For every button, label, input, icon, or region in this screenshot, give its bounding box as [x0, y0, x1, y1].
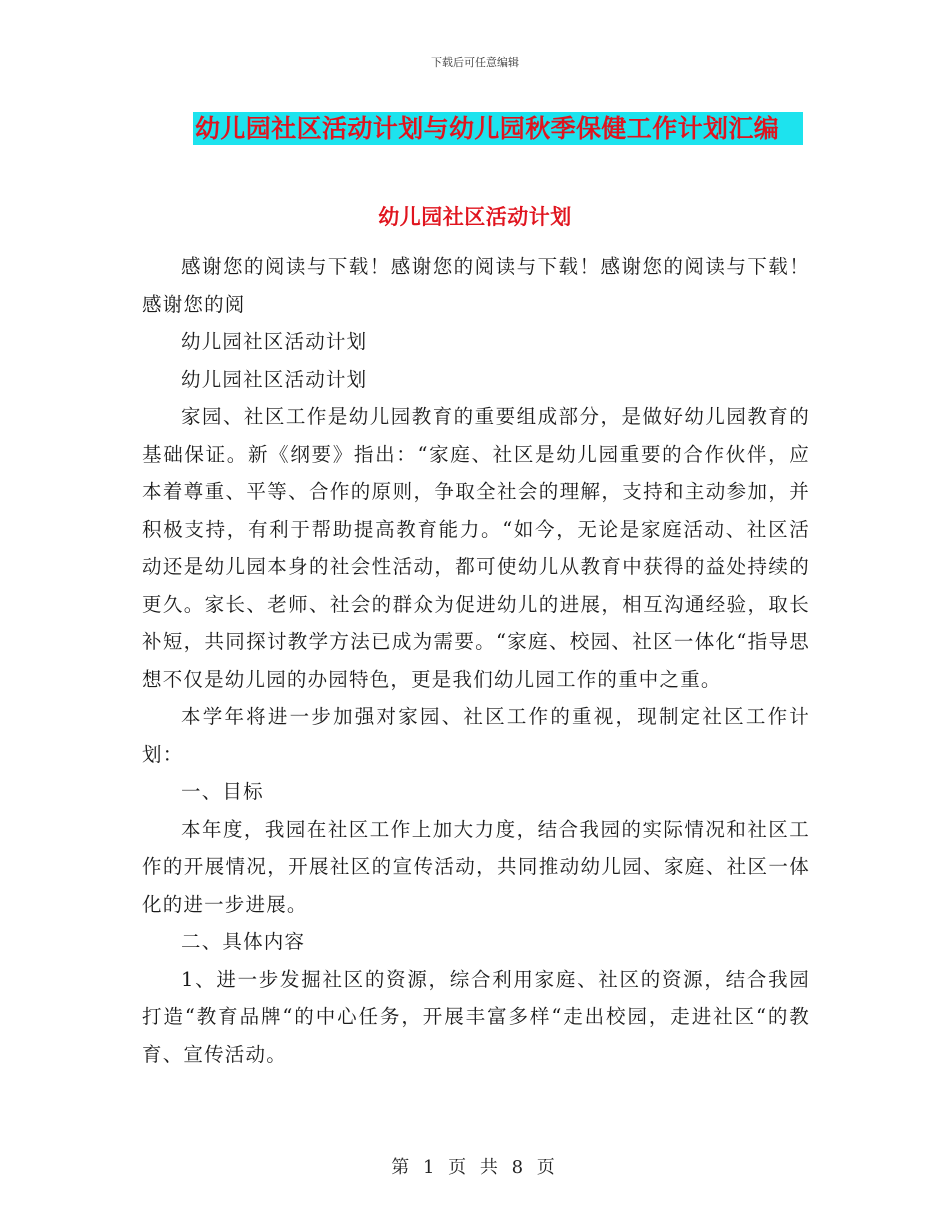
- document-title: 幼儿园社区活动计划与幼儿园秋季保健工作计划汇编: [195, 114, 780, 143]
- paragraph-intro: 家园、社区工作是幼儿园教育的重要组成部分，是做好幼儿园教育的基础保证。新《纲要》指出：“家庭、社区是幼儿园重要的合作伙伴，应本着尊重、平等、合作的原则，争取全社会的理解，支持和主动参加，并积极支持，有利于帮助提高教育能力。“如今，无论是家庭活动、社区活动还是幼儿园本身的社会性活动，都可使幼儿从教育中获得的益处持续的更久。家长、老师、社会的群众为促进幼儿的进展，相互沟通经验，取长补短，共同探讨教学方法已成为需要。“家庭、校园、社区一体化“指导思想不仅是幼儿园的办园特色，更是我们幼儿园工作的重中之重。: [142, 405, 810, 691]
- document-title-highlight: [193, 112, 803, 145]
- paragraph-heading-1: 幼儿园社区活动计划: [181, 330, 368, 353]
- paragraph-heading-2: 幼儿园社区活动计划: [181, 367, 368, 391]
- paragraph-content-heading: 二、具体内容: [181, 930, 306, 953]
- paragraph-plan-statement: 本学年将进一步加强对家园、社区工作的重视，现制定社区工作计划：: [142, 705, 810, 766]
- paragraph-goal: 本年度，我园在社区工作上加大力度，结合我园的实际情况和社区工作的开展情况，开展社区的宣传活动，共同推动幼儿园、家庭、社区一体化的进一步进展。: [142, 817, 810, 916]
- paragraph-thanks: 感谢您的阅读与下载！感谢您的阅读与下载！感谢您的阅读与下载！感谢您的阅: [142, 255, 810, 316]
- paragraph-goal-heading: 一、目标: [181, 780, 264, 803]
- section-title: 幼儿园社区活动计划: [378, 205, 572, 229]
- paragraph-content-item-1: 1、进一步发掘社区的资源，综合利用家庭、社区的资源，结合我园打造“教育品牌“的中心任务，开展丰富多样“走出校园，走进社区“的教育、宣传活动。: [142, 967, 810, 1066]
- page-number: 第 1 页 共 8 页: [391, 1157, 559, 1178]
- header-note: 下载后可任意编辑: [431, 56, 519, 69]
- document-body: [142, 248, 810, 1073]
